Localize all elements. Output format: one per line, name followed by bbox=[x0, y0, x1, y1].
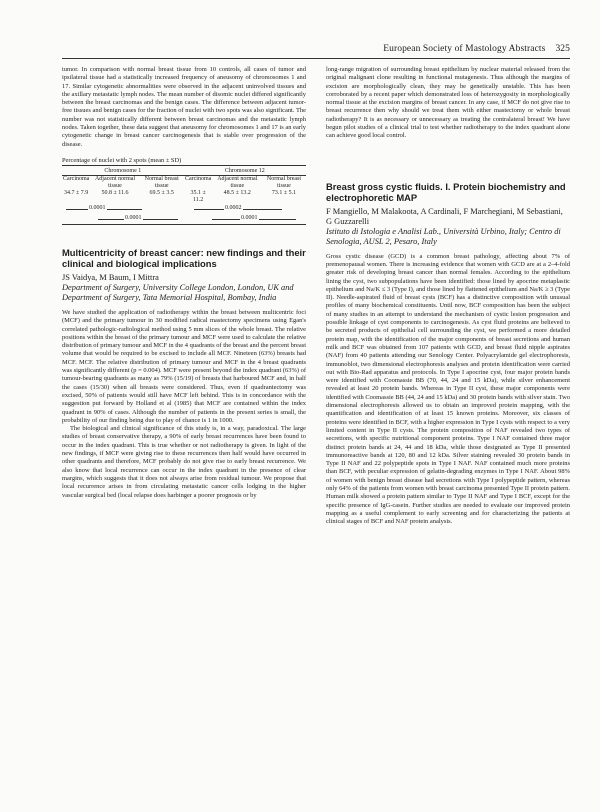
article-affiliation: Department of Surgery, University College London, London, UK and Department of Surgery, Tata Memorial Hospital, Bombay, India bbox=[62, 282, 294, 302]
table-value: 48.5 ± 13.2 bbox=[223, 189, 251, 196]
p-value-row-1 bbox=[62, 204, 306, 214]
intro-paragraph: tumor. In comparison with normal breast tissue from 10 controls, all cases of tumor and ipsilateral tissue had a statistically increased frequency of aneusomy of chromosomes 1 and 17. Similar cytogenetic abnormalities were observed in the adjacent uninvolved tissues and the axillary metastatic lymph nodes. The mean number of disomic nuclei differed significantly between the breast carcinomas and the benign cases. The difference between adjacent tumor-free tissues and benign cases for the fraction of nuclei with two spots was also significant. The number was not statistically different between breast carcinomas and the metastatic lymph nodes. Taken together, these data suggest that aneusomy for chromosomes 1 and 17 is an early cytogenetic change in breast cancer carcinogenesis that is stable over progression of the disease. bbox=[62, 66, 306, 148]
article-title-cystic-fluids: Breast gross cystic fluids. I. Protein biochemistry and electrophoretic MAP bbox=[326, 180, 566, 203]
table-value: 34.7 ± 7.9 bbox=[64, 189, 89, 196]
table-value: 73.1 ± 5.1 bbox=[271, 189, 297, 196]
results-table bbox=[62, 168, 306, 204]
p-value-label: 0.0001 bbox=[241, 214, 258, 221]
article-authors: JS Vaidya, M Baum, I Mittra bbox=[62, 272, 159, 282]
article-authors: F Mangiello, M Malakoota, A Cardinali, F Marchegiani, M Sebastiani, G Guzzarelli bbox=[326, 206, 563, 226]
body-paragraph: Gross cystic disease (GCD) is a common breast pathology, affecting about 7% of premenopausal women. There is increasing evidence that women with GCD are at a 2–4-fold greater risk of developing breast cancer than normal females. According to the epithelium lining the cyst, two subpopulations have been identified: those lined by apocrine metaplastic epithelium and Na/K ≤ 3 (Type I), and those lined by flattened epithelium and Na/K ≥ 3 (Type II). Needle-aspirated fluid of breast cysts (BCF) has a distinctive composition with unusual profiles of many biochemical constituents. Until now, BCF composition has been the subject of many studies in an attempt to understand the mechanism of cystic lesion progression and possible linkage of cyst components to carcinogenesis. As cyst fluid proteins are believed to be secreted products of epithelial cell surrounding the cyst, we performed a more detailed protein map, with the identification of the major components of breast secretions and human milk and BCF was obtained from 107 patients with GCD, and breast fluid nipple aspirates (NAF) from 40 patients attending our Senology Center. Polyacrylamide gel electrophoresis, immunoblot, two dimensional electrophoresis analyses and protein identification were carried out with Bio-Rad apparatus and protocols. In Type I apocrine cyst, four major protein bands were identified with Coomassie BB (70, 44, 24 and 15 kDa), while silver enhancement revealed at least 20 protein bands. Whereas in Type II cyst, these major components were identified with Coomassie BB (44, 24 and 15 kDa) and 30 protein bands with silver stain. Two dimensional electrophoresis allowed us to obtain an improved protein mapping, with the quantification and identification of at least 15 known proteins. Moreover, six classes of proteins were identified in BCF, with a higher expression in Type I cysts with respect to a very limited content in Type II cysts. The protein composition of NAF revealed two types of secretions, with specific nutritional component proteins. Type I NAF contained three major distinct protein bands at 24, 44 and 18 kDa, while those designated as Type II presented immunoreactive bands at 120, 80 and 12 kDa. Silver staining revealed 30 protein bands in Type II NAF and 22 polypeptide spots in Type I NAF. NAF contained much more proteins than BCF, with peculiar expression of gelatin-degrading enzymes in Type I NAF. About 98% of women with benign breast disease had secretions with Type I polypeptide pattern, whereas only 64% of the patients from women with breast carcinoma presented Type II protein pattern. Human milk showed a protein pattern similar to Type II NAF and Type I BCF, except for the specific presence of IgG-casein. Further studies are needed to evaluate our improved protein mapping as a useful complement to early screening and for characterizing the patients at clinical stages of BCF and NAF protein analysis. bbox=[326, 252, 570, 526]
body-paragraph: The biological and clinical significance of this study is, in a way, paradoxical. The large studies of breast conservative therapy, a 90% of early breast recurrences have been found to occur in the index quadrant. This is true whether or not radiotherapy is given. In light of the new findings, if MCF were giving rise to these recurrences then half would have occurred in other quadrants and therefore, MCF probably do not give rise to early breast recurrence. We also know that local recurrence can occur in the index quadrant in the presence of clear margins, which suggests that it does not always arise from residual tumour. We propose that local recurrence arises in from circulating metastatic cancer cells lodging in the higher vascular surgical bed (local relapse does harbinger a poorer prognosis or by bbox=[62, 425, 306, 499]
table-group-chromosome-1: Chromosome 1 bbox=[62, 168, 184, 176]
table-group-chromosome-12: Chromosome 12 bbox=[184, 168, 306, 176]
body-paragraph: We have studied the application of radiotherapy within the breast between multicentric foci (MCF) and the primary tumour in 30 modified radical mastectomy specimens using Egan's correlated pathologic-radiological method using 5 mm slices of the whole breast. The relative positions within the breast of the primary tumour and MCF were used to calculate the relative distribution of primary tumour and MCF in the 4 quadrants of the breast and the percent breast volume that would be required to be excised to include all MCF. Nineteen (63%) breasts had MCF. MCF. The relative distribution of primary tumour and MCF in the 4 breast quadrants was significantly different (p = 0.004). MCF were present beyond the index quadrant (63%) of tumour-bearing quadrants as many as 79% (15/19) of breasts that harboured MCF and, in half the cases (15/30) when all breasts were considered. Thus, even if quadrantectomy was excised, 50% of patients would still have MCF left behind. This is in concordance with the suggestion put forward by Holland et al (1985) that MCF are contained within the index quadrant in 90% of cases. Although the number of patients in the present series is small, the probability of our finding being due to play of chance is 1 in 1000. bbox=[62, 308, 306, 424]
page-number: 325 bbox=[555, 44, 570, 54]
table-header: Normal breast tissue bbox=[144, 175, 179, 189]
left-column bbox=[62, 66, 306, 500]
p-value-label: 0.0001 bbox=[125, 214, 142, 221]
p-value-row-2 bbox=[62, 214, 306, 225]
table-header: Carcinoma bbox=[63, 175, 90, 182]
p-value-label: 0.0002 bbox=[225, 204, 242, 211]
table-value: 50.8 ± 11.6 bbox=[101, 189, 129, 196]
table-caption: Percentage of nuclei with 2 spots (mean ± SD) bbox=[62, 157, 306, 166]
table-header: Adjacent normal tissue bbox=[217, 175, 258, 189]
table-value: 35.1 ± 11.2 bbox=[190, 189, 206, 203]
journal-name: European Society of Mastology Abstracts bbox=[383, 44, 546, 54]
running-header bbox=[62, 44, 570, 59]
p-value-label: 0.0001 bbox=[89, 204, 106, 211]
table-header: Adjacent normal tissue bbox=[94, 175, 136, 189]
article-title-multicentricity: Multicentricity of breast cancer: new findings and their clinical and biological implications bbox=[62, 246, 306, 269]
article-affiliation: Istituto di Istologia e Analisi Lab., Università Urbino, Italy; Centro di Senologia, AUSL 2, Pesaro, Italy bbox=[326, 226, 561, 246]
table-value: 69.5 ± 3.5 bbox=[149, 189, 174, 196]
right-column bbox=[326, 66, 570, 526]
table-header: Normal breast tissue bbox=[266, 175, 302, 189]
continued-paragraph: long-range migration of surrounding breast epithelium by nuclear material released from the original malignant clone resulting in functional mutagenesis. Thus although the margins of excision are morphologically clean, they may be genetically unstable. This has been corroborated by a recent paper which demonstrated loss of heterozygosity in morphologically normal tissue at the excision margins of breast cancer. In any case, if MCF do not give rise to breast recurrence then why should we treat them with either mastectomy or whole breast radiotherapy? It is as necessary or unnecessary as treating the contralateral breast! We have begun pilot studies of a clinical trial to test whether radiotherapy to the index quadrant alone can achieve good local control. bbox=[326, 66, 570, 140]
table-header: Carcinoma bbox=[184, 175, 212, 182]
